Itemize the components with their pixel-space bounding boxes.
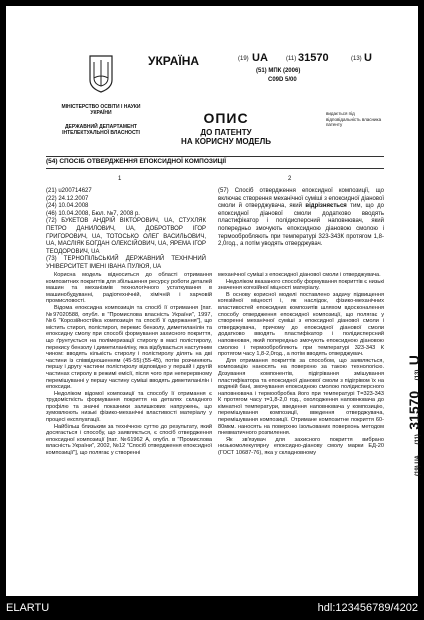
- claim-emphasis: відрізняється: [305, 203, 347, 210]
- paragraph: Для отримання покриттів за способом, що заявляється, композицію наносять на поверхню за такою технологією. Дозування компонентів, підігрівання змішування пластифікатора та епоксидної діанової смоли з підігрівом їх на водяній бані, змочування епоксидною смолою полідисперсного наповнювача і термообробка його при температурі Т=323-343 К протягом часу τ=1,8-2,0 год., охолодження наповнювача до кімнатної температури, введення наповнювача у композицію, перемішування композиції, введення отверджувача, перемішування композиції. Отримане композитне покриття 60-80мкм. наносять на поверхню ізольованих поверхонь методом пневматичного розпилення.: [218, 357, 384, 437]
- paragraph: Як зв'язувач для захисного покриття вибрано низькомолекулярну епоксидно-діанову смолу марки ЕД-20 (ГОСТ 10687-76), яка у складновному: [218, 436, 384, 457]
- mpk-label: (51) МПК (2006): [256, 68, 301, 74]
- invention-title: (54) СПОСІБ ОТВЕРДЖЕННЯ ЕПОКСИДНОЇ КОМПОЗИЦІЇ: [46, 158, 227, 165]
- description-right-column: [218, 272, 384, 457]
- footer-source: ELARTU: [6, 602, 50, 614]
- biblio-21: (21) u200714627: [46, 188, 92, 194]
- side-stamp-kind: U: [406, 355, 422, 366]
- bibliographic-data: [46, 188, 206, 272]
- divider-bottom: [46, 168, 384, 169]
- side-patent-stamp: [406, 355, 424, 476]
- responsibility-note: видається під відповідальність власника патенту: [326, 111, 382, 127]
- claim-block: [218, 188, 384, 249]
- paragraph: Недоліком відомої композиції та способу її отримання є трудомісткість формування покриття на деталях складного профілю та значні показники залишкових напружень, що зумовлюють низькі фізико-механічні властивості матеріалу у процесі експлуатації.: [46, 390, 212, 424]
- subtitle-line-2: НА КОРИСНУ МОДЕЛЬ: [181, 137, 271, 146]
- side-stamp-kind-code: (13): [415, 369, 421, 381]
- code-19: (19): [238, 56, 249, 62]
- biblio-22: (22) 24.12.2007: [46, 195, 89, 202]
- footer-handle: hdl:123456789/4202: [317, 602, 418, 614]
- trident-crest-icon: [88, 54, 114, 94]
- paragraph: механічної суміші з епоксидної діанової смоли і отверджувача.: [218, 272, 381, 278]
- side-stamp-prefix: (19) UA: [415, 454, 421, 476]
- paragraph: Корисна модель відноситься до області отримання композитних покриттів для збільшення ресурсу роботи деталей машин та механізмів технологічного устаткування в машинобудуванні, радіотехнічній, хімічній і харчовій промисловості.: [46, 272, 212, 305]
- paragraph: Найбільш близьким за технічною суттю до результату, який досягається і способу, що заявляється, є спосіб отвердження епоксидної композиції [пат. №61962 А, опубл. в "Промислова власність України", 2002, №12 "Спосіб отвердження епоксидної композиції"], що полягає у створенні: [46, 423, 212, 457]
- country-code: UA: [252, 52, 268, 64]
- ipc-class: C09D 5/00: [268, 77, 297, 83]
- claim-prefix: (57) Спосіб отвердження епоксидної композиції, що включає створення механічної суміші з епоксидної діанової смоли й отверджувача, який: [218, 188, 384, 210]
- document-title: ОПИС: [203, 110, 249, 126]
- biblio-24: (24) 10.04.2008: [46, 203, 89, 210]
- paragraph: Недоліком вказаного способу формування покриттів є низькі значення когезійної міцності матеріалу.: [218, 278, 385, 292]
- department-name: ДЕРЖАВНИЙ ДЕПАРТАМЕНТ ІНТЕЛЕКТУАЛЬНОЇ ВЛАСНОСТІ: [62, 124, 140, 136]
- patent-number: 31570: [298, 52, 329, 64]
- subtitle-line-1: ДО ПАТЕНТУ: [200, 128, 252, 137]
- document-subtitle: [156, 128, 296, 146]
- paragraph: Відома епоксидна композиція та спосіб її отримання [пат. №97020588, опубл. в "Промислова власність України", 1997, №6 "Корозійностійка композиція та спосіб її одержання"], що містить стирол, полістирол, перекис бензолу, диметиланілін та епоксидну смолу при способі формування захисного покриття, що ґрунтується на полімеризації стиролу в масі полістиролу, перекису бензолу і диметиланіліну, яка відбувається наступним чином: вводять кількість стиролу і полістиролу ділять на дві частини із співвідношенням (45-55):(55-45), потім розчиняють першу і другу частини полістиролу відповідно у першій і другій частинах стиролу в режимі емісії, після чого при неперервному перемішуванні у першу частину суміші вводять диметиланілін і епоксиди.: [46, 304, 212, 391]
- code-11: (11): [286, 56, 297, 62]
- patent-page: [6, 6, 422, 596]
- ministry-name: МІНІСТЕРСТВО ОСВІТИ І НАУКИ УКРАЇНИ: [61, 104, 141, 116]
- biblio-73: (73) ТЕРНОПІЛЬСЬКИЙ ДЕРЖАВНИЙ ТЕХНІЧНИЙ УНІВЕРСИТЕТ ІМЕНІ ІВАНА ПУЛЮЯ, UA: [46, 256, 206, 270]
- side-stamp-code: (11): [415, 434, 421, 445]
- patent-kind: U: [364, 52, 372, 64]
- code-13: (13): [351, 56, 362, 62]
- country-name: УКРАЇНА: [148, 54, 200, 68]
- paragraph: В основу корисної моделі поставлено задачу підвищення когезійної міцності і, як наслідок, фізико-механічних властивостей епоксидних композитів шляхом вдосконалення способу отвердження епоксидної композиції, що полягає у створенні механічної суміші з епоксидної діанової смоли і отверджувача, причому до епоксидної діанової смоли додатково вводять пластифікатор і полідисперсний наповнювач, який попередньо змочують епоксидною діановою смолою і термообробляють при температурі 323-343 К протягом часу 1,8-2,0год., а потім вводять отверджувач.: [218, 291, 384, 358]
- side-stamp-number: 31570: [406, 390, 422, 430]
- description-left-column: [46, 272, 212, 457]
- claim-rest: тим, що до епоксидної діанової смоли додатково вводять пластифікатор і полідисперсний наповнювач, який попередньо змочують епоксидною діановою смолою і термообробляють при температурі 323-343К протягом 1,8-2,0год., а потім уводять отверджувач.: [218, 203, 384, 248]
- biblio-46: (46) 10.04.2008, Бюл. №7, 2008 р.: [46, 210, 140, 217]
- biblio-72: (72) БУКЕТОВ АНДРІЙ ВІКТОРОВИЧ, UA, СТУХЛЯК ПЕТРО ДАНИЛОВИЧ, UA, ДОБРОТВОР ІГОР ГРИГОРОВИЧ, UA, ТОТОСЬКО ОЛЕГ ВАСИЛЬОВИЧ, UA, МАСЛІЯК БОГДАН ОЛЕКСІЙОВИЧ, UA, ЯРЕМА ІГОР ТЕОДОРОВИЧ, UA: [46, 218, 206, 255]
- divider-top: [46, 156, 384, 157]
- column-number-1: 1: [118, 176, 122, 182]
- column-number-2: 2: [288, 176, 292, 182]
